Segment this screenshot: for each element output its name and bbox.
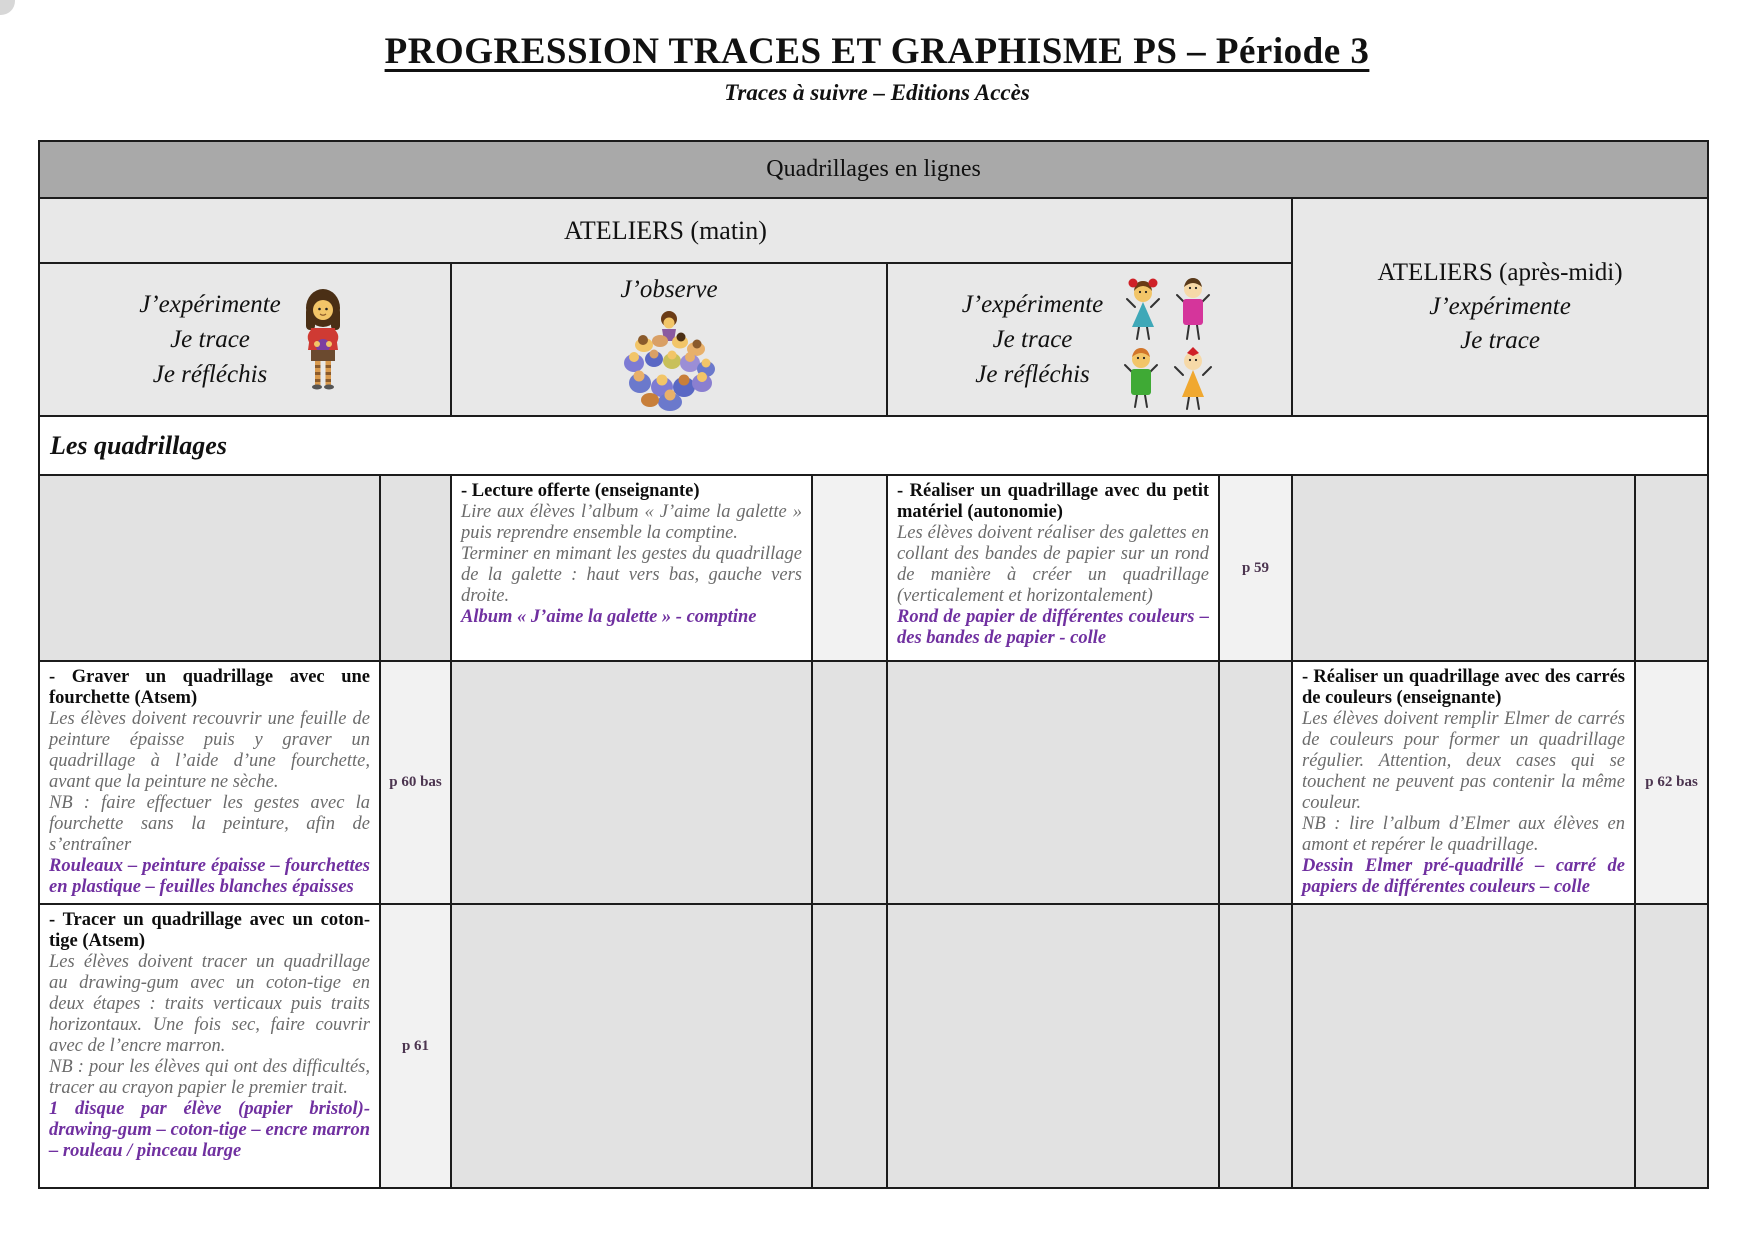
activity-row-2 [39,661,1708,904]
activity-materials: Album « J’aime la galette » - comptine [461,607,757,627]
group1-line1: J’expérimente [139,291,281,318]
activity-title: - Lecture offerte (enseignante) [461,481,700,501]
group3-line2: Je trace [992,326,1073,353]
afternoon-line3: Je trace [1460,326,1540,354]
progression-table [38,140,1709,1189]
scan-corner-artifact [0,0,15,15]
activity-body-2: NB : faire effectuer les gestes avec la fourchette sans la peinture, afin de s’entraîner [49,793,370,855]
group-experiment-am-content [41,286,449,394]
group-experiment-am-cell [39,263,451,416]
four-children-icon [1117,269,1217,411]
activity-title: - Graver un quadrillage avec une fourchette (Atsem) [49,667,370,708]
empty-cell [1292,904,1635,1188]
activity-row-1 [39,475,1708,661]
activity-lecture-offerte [451,475,812,661]
group3-line1: J’expérimente [961,291,1104,318]
page-reference: p 61 [380,904,451,1188]
group-experiment-am2-lines [962,287,1104,392]
activity-body-2: NB : pour les élèves qui ont des difficultés, tracer au crayon papier le premier trait. [49,1057,370,1098]
activity-body-1: Les élèves doivent tracer un quadrillage au drawing-gum avec un coton-tige en deux étapes : traits verticaux puis traits horizontaux. Une fois sec, faire couvrir avec de l’encre marron. [49,952,370,1056]
group1-line2: Je trace [170,326,250,353]
empty-page-cell [1219,904,1292,1188]
activity-body-1: Les élèves doivent remplir Elmer de carrés de couleurs pour former un quadrillage régulier. Attention, deux cases qui se touchent ne peuvent pas contenir la même couleur. [1302,709,1625,813]
activity-title: - Réaliser un quadrillage avec du petit matériel (autonomie) [897,481,1209,522]
section-row [39,416,1708,475]
activity-materials: Rouleaux – peinture épaisse – fourchettes en plastique – feuilles blanches épaisses [49,856,370,897]
activity-coton-tige [39,904,380,1188]
empty-page-cell [812,904,887,1188]
group-experiment-am-lines [139,287,281,392]
empty-page-cell [1219,661,1292,904]
activity-body-2: NB : lire l’album d’Elmer aux élèves en amont et repérer le quadrillage. [1302,814,1625,855]
girl-student-icon [295,286,351,394]
group3-line3: Je réfléchis [975,361,1090,388]
activity-title: - Réaliser un quadrillage avec des carrés de couleurs (enseignante) [1302,667,1625,708]
page-title-text: PROGRESSION TRACES ET GRAPHISME PS – Période 3 [384,31,1370,72]
empty-cell [451,904,812,1188]
empty-cell [887,904,1219,1188]
afternoon-line2: J’expérimente [1429,293,1571,321]
empty-page-cell [1635,475,1708,661]
activity-body-1: Les élèves doivent recouvrir une feuille de peinture épaisse puis y graver un quadrillage à l’aide d’une fourchette, avant que la peinture ne sèche. [49,709,370,792]
empty-page-cell [1635,904,1708,1188]
activity-body-1: Lire aux élèves l’album « J’aime la galette » puis reprendre ensemble la comptine. [461,502,802,543]
page-subtitle: Traces à suivre – Editions Accès [724,80,1030,105]
activity-title: - Tracer un quadrillage avec un coton-tige (Atsem) [49,910,370,951]
activity-body-1: Les élèves doivent réaliser des galettes en collant des bandes de papier sur un rond de manière à créer un quadrillage (verticalement et horizontalement) [897,523,1209,606]
page-title [0,30,1754,73]
group-observe-cell [451,263,887,416]
page-reference: p 59 [1219,475,1292,661]
activity-petit-materiel [887,475,1219,661]
band-title-cell: Quadrillages en lignes [39,141,1708,198]
activity-materials: 1 disque par élève (papier bristol)- drawing-gum – coton-tige – encre marron – rouleau / pinceau large [49,1099,370,1161]
group2-line1: J’observe [620,276,718,303]
empty-page-cell [812,661,887,904]
afternoon-header-cell [1292,198,1708,416]
activity-row-3 [39,904,1708,1188]
page-cell-blank [812,475,887,661]
empty-cell [1292,475,1635,661]
group1-line3: Je réfléchis [152,361,268,388]
empty-page-cell [380,475,451,661]
group-experiment-am2-cell [887,263,1292,416]
section-title-cell: Les quadrillages [39,416,1708,475]
children-group-icon [610,307,728,413]
activity-body-2: Terminer en mimant les gestes du quadrillage de la galette : haut vers bas, gauche vers droite. [461,544,802,606]
page-reference: p 62 bas [1635,661,1708,904]
activity-materials: Dessin Elmer pré-quadrillé – carré de papiers de différentes couleurs – colle [1302,856,1625,897]
empty-cell [451,661,812,904]
morning-header-row [39,198,1708,263]
activity-fourchette [39,661,380,904]
activity-materials: Rond de papier de différentes couleurs – des bandes de papier - colle [897,607,1209,648]
morning-header-cell: ATELIERS (matin) [39,198,1292,263]
group-experiment-am2-content [889,269,1290,411]
group-observe-lines [620,272,717,307]
band-row [39,141,1708,198]
group-observe-content [453,266,885,413]
page-reference: p 60 bas [380,661,451,904]
empty-cell [39,475,380,661]
activity-elmer [1292,661,1635,904]
empty-cell [887,661,1219,904]
afternoon-line1: ATELIERS (après-midi) [1377,259,1623,287]
